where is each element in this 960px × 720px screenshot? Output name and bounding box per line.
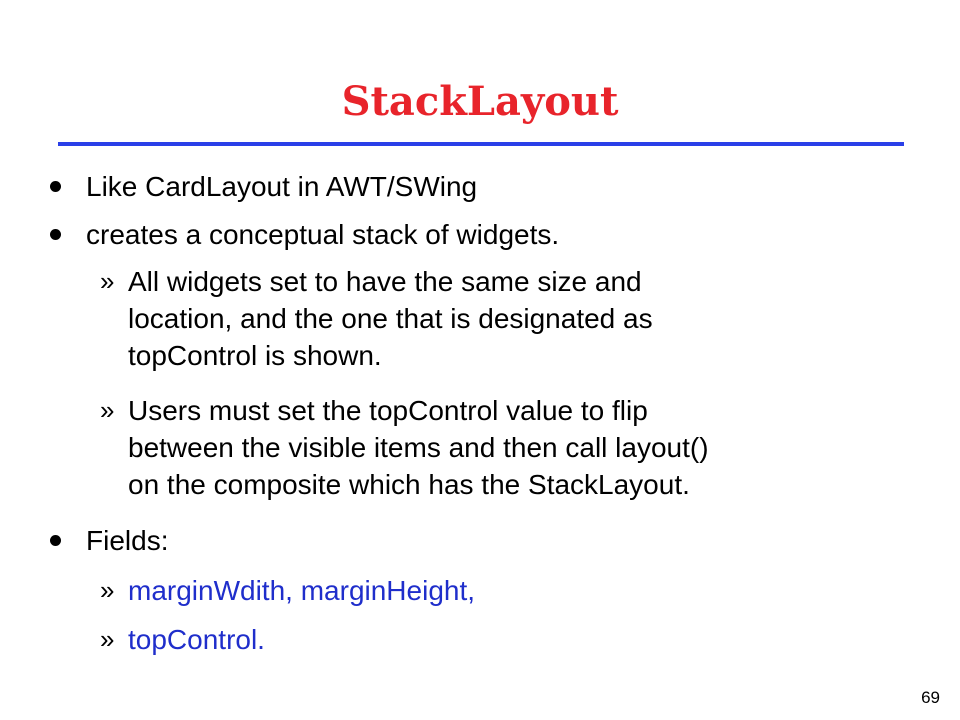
- page-number: 69: [921, 688, 940, 707]
- bullet-text: Like CardLayout in AWT/SWing: [86, 171, 478, 202]
- bullet-text: Fields:: [86, 525, 169, 556]
- sub-bullet-text: on the composite which has the StackLayout.: [128, 469, 690, 500]
- sub-bullet-marker: »: [100, 624, 115, 654]
- field-item: topControl.: [128, 624, 265, 655]
- sub-bullet-marker: »: [100, 266, 115, 296]
- field-item: marginWdith, marginHeight,: [128, 575, 476, 606]
- title-underline: [58, 142, 904, 146]
- sub-bullet-text: topControl is shown.: [128, 340, 382, 371]
- bullet-text: creates a conceptual stack of widgets.: [86, 219, 560, 250]
- sub-bullet-marker: »: [100, 395, 115, 425]
- sub-bullet-text: All widgets set to have the same size and: [128, 266, 642, 297]
- slide-title: StackLayout: [341, 78, 619, 125]
- bullet-dot: [50, 229, 61, 240]
- bullet-dot: [50, 535, 61, 546]
- sub-bullet-text: location, and the one that is designated as: [128, 303, 653, 334]
- sub-bullet-text: between the visible items and then call layout(): [128, 432, 709, 463]
- sub-bullet-marker: »: [100, 575, 115, 605]
- bullet-dot: [50, 181, 61, 192]
- sub-bullet-text: Users must set the topControl value to flip: [128, 395, 648, 426]
